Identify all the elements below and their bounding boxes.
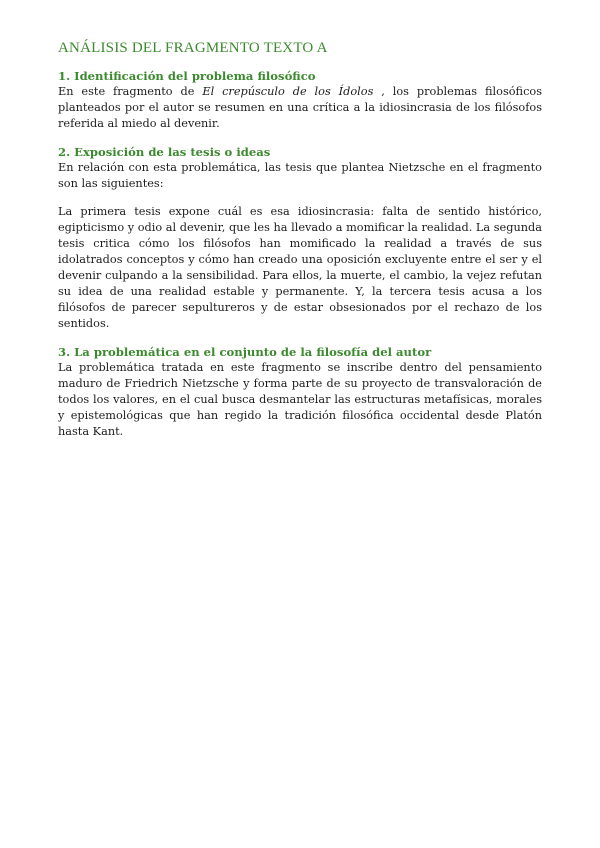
- paragraph: En relación con esta problemática, las tesis que plantea Nietzsche en el fragmento son las siguientes:: [58, 161, 542, 190]
- book-title: El crepúsculo de los Ídolos: [202, 85, 374, 98]
- section-heading: 3. La problemática en el conjunto de la filosofía del autor: [58, 345, 432, 359]
- section-heading: 2. Exposición de las tesis o ideas: [58, 145, 271, 159]
- paragraph-text: , los problemas filosóficos planteados por el autor se resumen en una crítica a la idiosincrasia de los filósofos referida al miedo al devenir.: [58, 85, 543, 130]
- paragraph-text: En este fragmento de: [58, 85, 203, 98]
- section-identificacion: [58, 68, 542, 132]
- section-exposicion: [58, 144, 542, 332]
- document-title: ANÁLISIS DEL FRAGMENTO TEXTO A: [58, 40, 328, 56]
- section-problematica: [58, 344, 542, 440]
- paragraph: [58, 84, 542, 132]
- paragraph: La primera tesis expone cuál es esa idiosincrasia: falta de sentido histórico, egipticismo y odio al devenir, que les ha llevado a momificar la realidad. La segunda tesis critica cómo los filósofos han momificado la realidad a través de sus idolatrados conceptos y cómo han creado una oposición excluyente entre el ser y el devenir culpando a la sensibilidad. Para ellos, la muerte, el cambio, la vejez refutan su idea de una realidad estable y permanente. Y, la tercera tesis acusa a los filósofos de parecer sepultureros y de estar obsesionados por el rechazo de los sentidos.: [58, 205, 542, 330]
- document-content: [58, 38, 542, 452]
- paragraph: La problemática tratada en este fragmento se inscribe dentro del pensamiento maduro de Friedrich Nietzsche y forma parte de su proyecto de transvaloración de todos los valores, en el cual busca desmantelar las estructuras metafísicas, morales y epistemológicas que han regido la tradición filosófica occidental desde Platón hasta Kant.: [58, 361, 542, 438]
- section-heading: 1. Identificación del problema filosófico: [58, 69, 316, 83]
